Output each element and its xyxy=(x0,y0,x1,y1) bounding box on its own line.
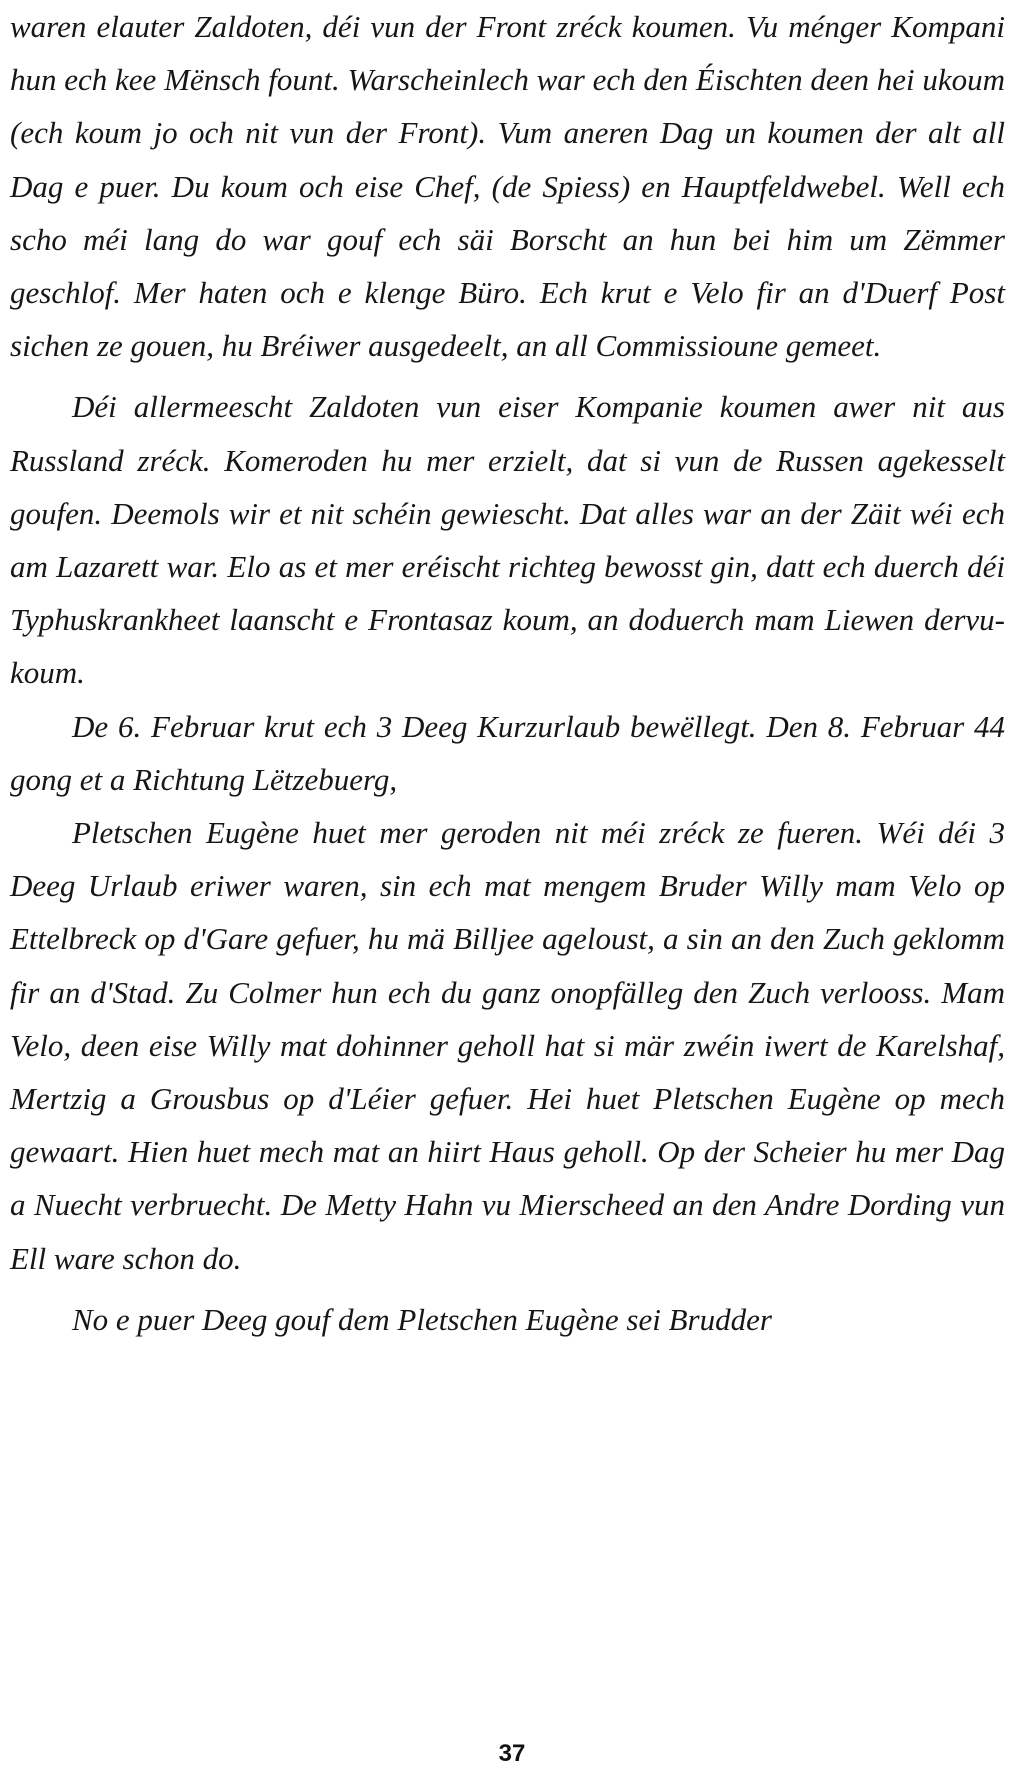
paragraph-1: waren elauter Zaldoten, déi vun der Front zréck koumen. Vu ménger Kompani hun ech kee Mënsch fount. Warscheinlech war ech den Éischten deen hei ukoum (ech koum jo och nit vun der Front). Vum aneren Dag un koumen der alt all Dag e puer. Du koum och eise Chef, (de Spiess) en Hauptfeldwebel. Well ech scho méi lang do war gouf ech säi Borscht an hun bei him um Zëmmer geschlof. Mer haten och e klenge Büro. Ech krut e Velo fir an d'Duerf Post sichen ze gouen, hu Bréiwer ausgedeelt, an all Commissioune gemeet. xyxy=(10,9,1005,364)
paragraph-5: No e puer Deeg gouf dem Pletschen Eugène sei Brudder xyxy=(72,1301,772,1337)
paragraph-2: Déi allermeescht Zaldoten vun eiser Kompanie koumen awer nit aus Russland zréck. Komeroden hu mer erzielt, dat si vun de Russen agekesselt goufen. Deemols wir et nit schéin gewiescht. Dat alles war an der Zäit wéi ech am Lazarett war. Elo as et mer eréischt richteg bewosst gin, datt ech duerch déi Typhuskrankheet laanscht e Frontasaz koum, an doduerch mam Liewen dervu-koum. xyxy=(10,389,1005,691)
page-number: 37 xyxy=(498,1740,526,1767)
body-text xyxy=(10,0,1005,1346)
paragraph-4: Pletschen Eugène huet mer geroden nit méi zréck ze fueren. Wéi déi 3 Deeg Urlaub eriwer waren, sin ech mat mengem Bruder Willy mam Velo op Ettelbreck op d'Gare gefuer, hu mä Billjee ageloust, a sin an den Zuch geklomm fir an d'Stad. Zu Colmer hun ech du ganz onopfälleg den Zuch verlooss. Mam Velo, deen eise Willy mat dohinner geholl hat si mär zwéin iwert de Karelshaf, Mertzig a Grousbus op d'Léier gefuer. Hei huet Pletschen Eugène op mech gewaart. Hien huet mech mat an hiirt Haus geholl. Op der Scheier hu mer Dag a Nuecht verbruecht. De Metty Hahn vu Mierscheed an den Andre Dording vun Ell ware schon do. xyxy=(10,815,1005,1276)
paragraph-3: De 6. Februar krut ech 3 Deeg Kurzurlaub bewëllegt. Den 8. Februar 44 gong et a Richtung Lëtzebuerg, xyxy=(10,708,1005,797)
